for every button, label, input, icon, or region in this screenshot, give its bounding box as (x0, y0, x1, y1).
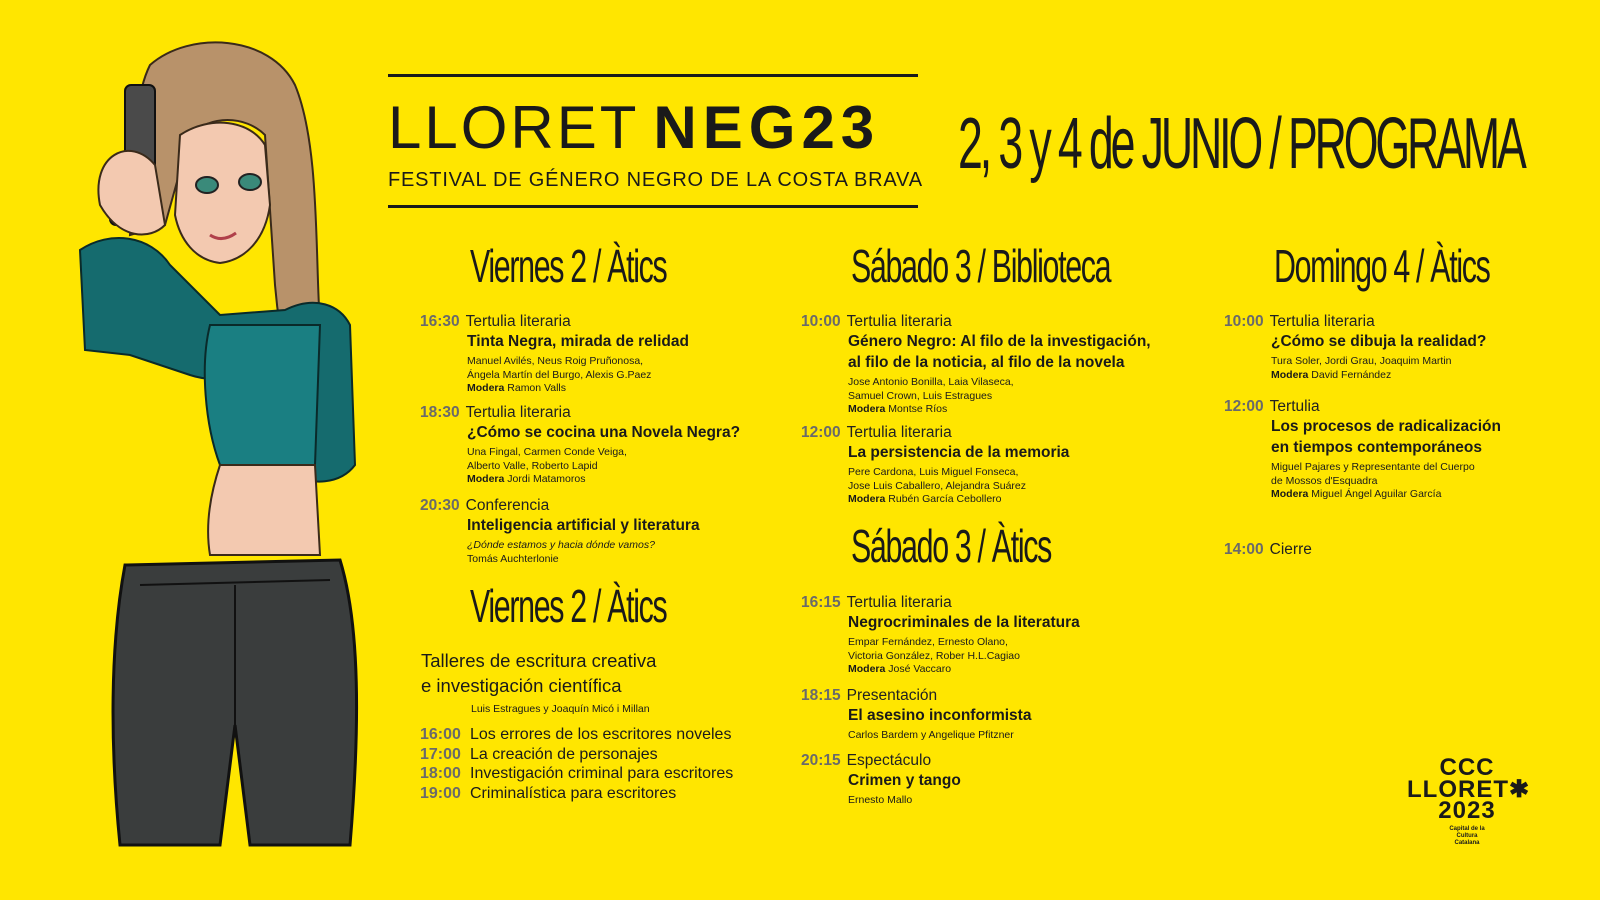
event-type: Tertulia literaria (846, 313, 952, 330)
event-participants-2: Samuel Crown, Luis Estragues (848, 389, 993, 402)
event-participants-2: Ángela Martín del Burgo, Alexis G.Paez (467, 368, 652, 381)
day-heading-saturday-biblioteca: Sábado 3 / Biblioteca (851, 240, 1111, 292)
workshop-slot: 17:00 La creación de personajes (420, 745, 658, 763)
moderator-label: Modera (848, 663, 886, 675)
event-sat-3 (801, 594, 1181, 677)
event-participants-1: Una Fingal, Carmen Conde Veiga, (467, 446, 627, 458)
event-sat-4 (801, 687, 1181, 743)
event-moderator (467, 382, 800, 396)
event-type: Presentación (846, 687, 938, 704)
event-title-1: Los procesos de radicalización (1271, 418, 1501, 435)
festival-subtitle: FESTIVAL DE GÉNERO NEGRO DE LA COSTA BRAVA (388, 169, 923, 191)
event-moderator (1271, 488, 1600, 502)
logo-line-3: 2023 (1438, 797, 1496, 825)
moderator-label: Modera (467, 382, 505, 394)
event-participants-2: Victoria González, Rober H.L.Cagiao (848, 649, 1020, 662)
day-heading-friday: Viernes 2 / Àtics (470, 240, 667, 292)
event-fri-1 (420, 313, 800, 396)
moderator-label: Modera (467, 473, 505, 485)
event-moderator (467, 473, 800, 487)
workshop-slot: 16:00 Los errores de los escritores noveles (420, 726, 732, 743)
woman-with-gun-illustration (70, 25, 380, 875)
torso (208, 465, 320, 555)
event-speaker: Tomás Auchterlonie (467, 552, 559, 565)
event-moderator (848, 663, 1181, 677)
moderator-name: Jordi Matamoros (507, 473, 586, 485)
workshop-slots (420, 725, 733, 803)
ccc-lloret-2023-logo (1407, 754, 1531, 847)
event-participants-1: Pere Cardona, Luis Miguel Fonseca, (848, 466, 1019, 478)
header-rule-bottom (388, 205, 918, 208)
moderator-name: José Vaccaro (888, 663, 952, 675)
event-time: 18:15 (801, 687, 841, 704)
moderator-name: Montse Ríos (888, 403, 948, 415)
moderator-name: Rubén García Cebollero (888, 493, 1002, 505)
event-time: 12:00 (801, 424, 841, 441)
workshop-slot: 19:00 Criminalística para escritores (420, 784, 677, 802)
event-title-1: Género Negro: Al filo de la investigación, (848, 333, 1151, 350)
event-fri-2 (420, 404, 800, 487)
moderator-label: Modera (1271, 488, 1309, 500)
brand-bold: NEG23 (653, 94, 881, 161)
event-participants-1: Tura Soler, Jordi Grau, Joaquim Martin (1271, 355, 1452, 367)
event-title: Inteligencia artificial y literatura (467, 517, 700, 534)
event-title-2: en tiempos contemporáneos (1271, 439, 1483, 456)
event-moderator (848, 403, 1201, 417)
event-moderator (848, 493, 1181, 507)
event-time: 16:15 (801, 594, 841, 611)
event-moderator (1271, 369, 1600, 383)
event-participants-1: Empar Fernández, Ernesto Olano, (848, 636, 1008, 648)
event-time: 10:00 (801, 313, 841, 330)
event-type: Cierre (1269, 541, 1312, 558)
event-title: Negrocriminales de la literatura (848, 614, 1080, 631)
workshops-title-1: Talleres de escritura creativa (421, 650, 657, 671)
event-sat-5 (801, 752, 1181, 808)
event-title: La persistencia de la memoria (848, 444, 1070, 461)
logo-line-2: LLORET✱ (1407, 775, 1531, 803)
logo-caption: Capital de la Cultura Catalana (1449, 825, 1485, 846)
event-participants-1: Jose Antonio Bonilla, Laia Vilaseca, (848, 376, 1014, 388)
event-title: Crimen y tango (848, 772, 961, 789)
moderator-label: Modera (848, 493, 886, 505)
event-sun-2 (1224, 398, 1600, 502)
event-title: ¿Cómo se dibuja la realidad? (1271, 333, 1487, 350)
day-heading-saturday-atics: Sábado 3 / Àtics (851, 520, 1051, 572)
workshops-title-2: e investigación científica (421, 675, 622, 696)
event-type: Tertulia literaria (465, 313, 571, 330)
day-heading-friday-workshops: Viernes 2 / Àtics (470, 580, 667, 632)
event-time: 18:30 (420, 404, 460, 421)
workshops-title (421, 648, 656, 698)
leather-pants (113, 560, 357, 845)
event-time: 14:00 (1224, 541, 1264, 558)
event-subtitle: ¿Dónde estamos y hacia dónde vamos? (467, 539, 655, 551)
event-time: 20:30 (420, 497, 460, 514)
day-heading-sunday: Domingo 4 / Àtics (1274, 240, 1490, 292)
header-rule-top (388, 74, 918, 77)
event-sun-1 (1224, 313, 1600, 382)
event-participants-1: Miguel Pajares y Representante del Cuerpo (1271, 461, 1475, 473)
asterisk-icon: ✱ (1509, 775, 1531, 803)
event-title-2: al filo de la noticia, al filo de la novela (848, 354, 1125, 371)
logo-line-1: CCC (1439, 754, 1495, 781)
event-participants-2: Alberto Valle, Roberto Lapid (467, 459, 598, 472)
event-time: 12:00 (1224, 398, 1264, 415)
face (175, 123, 270, 263)
moderator-label: Modera (1271, 368, 1309, 381)
event-time: 20:15 (801, 752, 841, 769)
event-fri-3 (420, 497, 800, 566)
workshop-slot: 18:00 Investigación criminal para escritores (420, 765, 734, 782)
event-participants-2: de Mossos d'Esquadra (1271, 474, 1378, 487)
event-sat-1 (801, 313, 1201, 417)
event-type: Tertulia literaria (846, 594, 952, 611)
event-title: ¿Cómo se cocina una Novela Negra? (467, 424, 741, 441)
event-type: Tertulia literaria (1269, 313, 1375, 330)
event-participants-2: Jose Luis Caballero, Alejandra Suárez (848, 479, 1027, 492)
moderator-name: Miguel Ángel Aguilar García (1311, 488, 1442, 500)
festival-dates: 2, 3 y 4 de JUNIO / PROGRAMA (958, 104, 1524, 184)
event-time: 16:30 (420, 313, 460, 330)
brand-light: LLORET (388, 94, 640, 161)
event-participants-1: Manuel Avilés, Neus Roig Pruñonosa, (467, 355, 644, 367)
event-type: Tertulia literaria (465, 404, 571, 421)
event-sat-2 (801, 424, 1181, 507)
event-type: Conferencia (465, 497, 550, 514)
moderator-label: Modera (848, 403, 886, 415)
event-type: Tertulia (1269, 398, 1320, 415)
event-type: Tertulia literaria (846, 424, 952, 441)
event-type: Espectáculo (846, 752, 932, 769)
festival-brand (388, 94, 881, 161)
event-title: El asesino inconformista (848, 707, 1032, 724)
event-participants-1: Ernesto Mallo (848, 794, 913, 806)
event-sun-3 (1224, 541, 1600, 559)
moderator-name: Ramon Valls (507, 382, 567, 394)
event-participants-1: Carlos Bardem y Angelique Pfitzner (848, 729, 1014, 741)
moderator-name: David Fernández (1311, 368, 1392, 381)
event-time: 10:00 (1224, 313, 1264, 330)
workshops-authors: Luis Estragues y Joaquín Micó i Millan (471, 703, 650, 715)
event-title: Tinta Negra, mirada de relidad (467, 333, 689, 350)
